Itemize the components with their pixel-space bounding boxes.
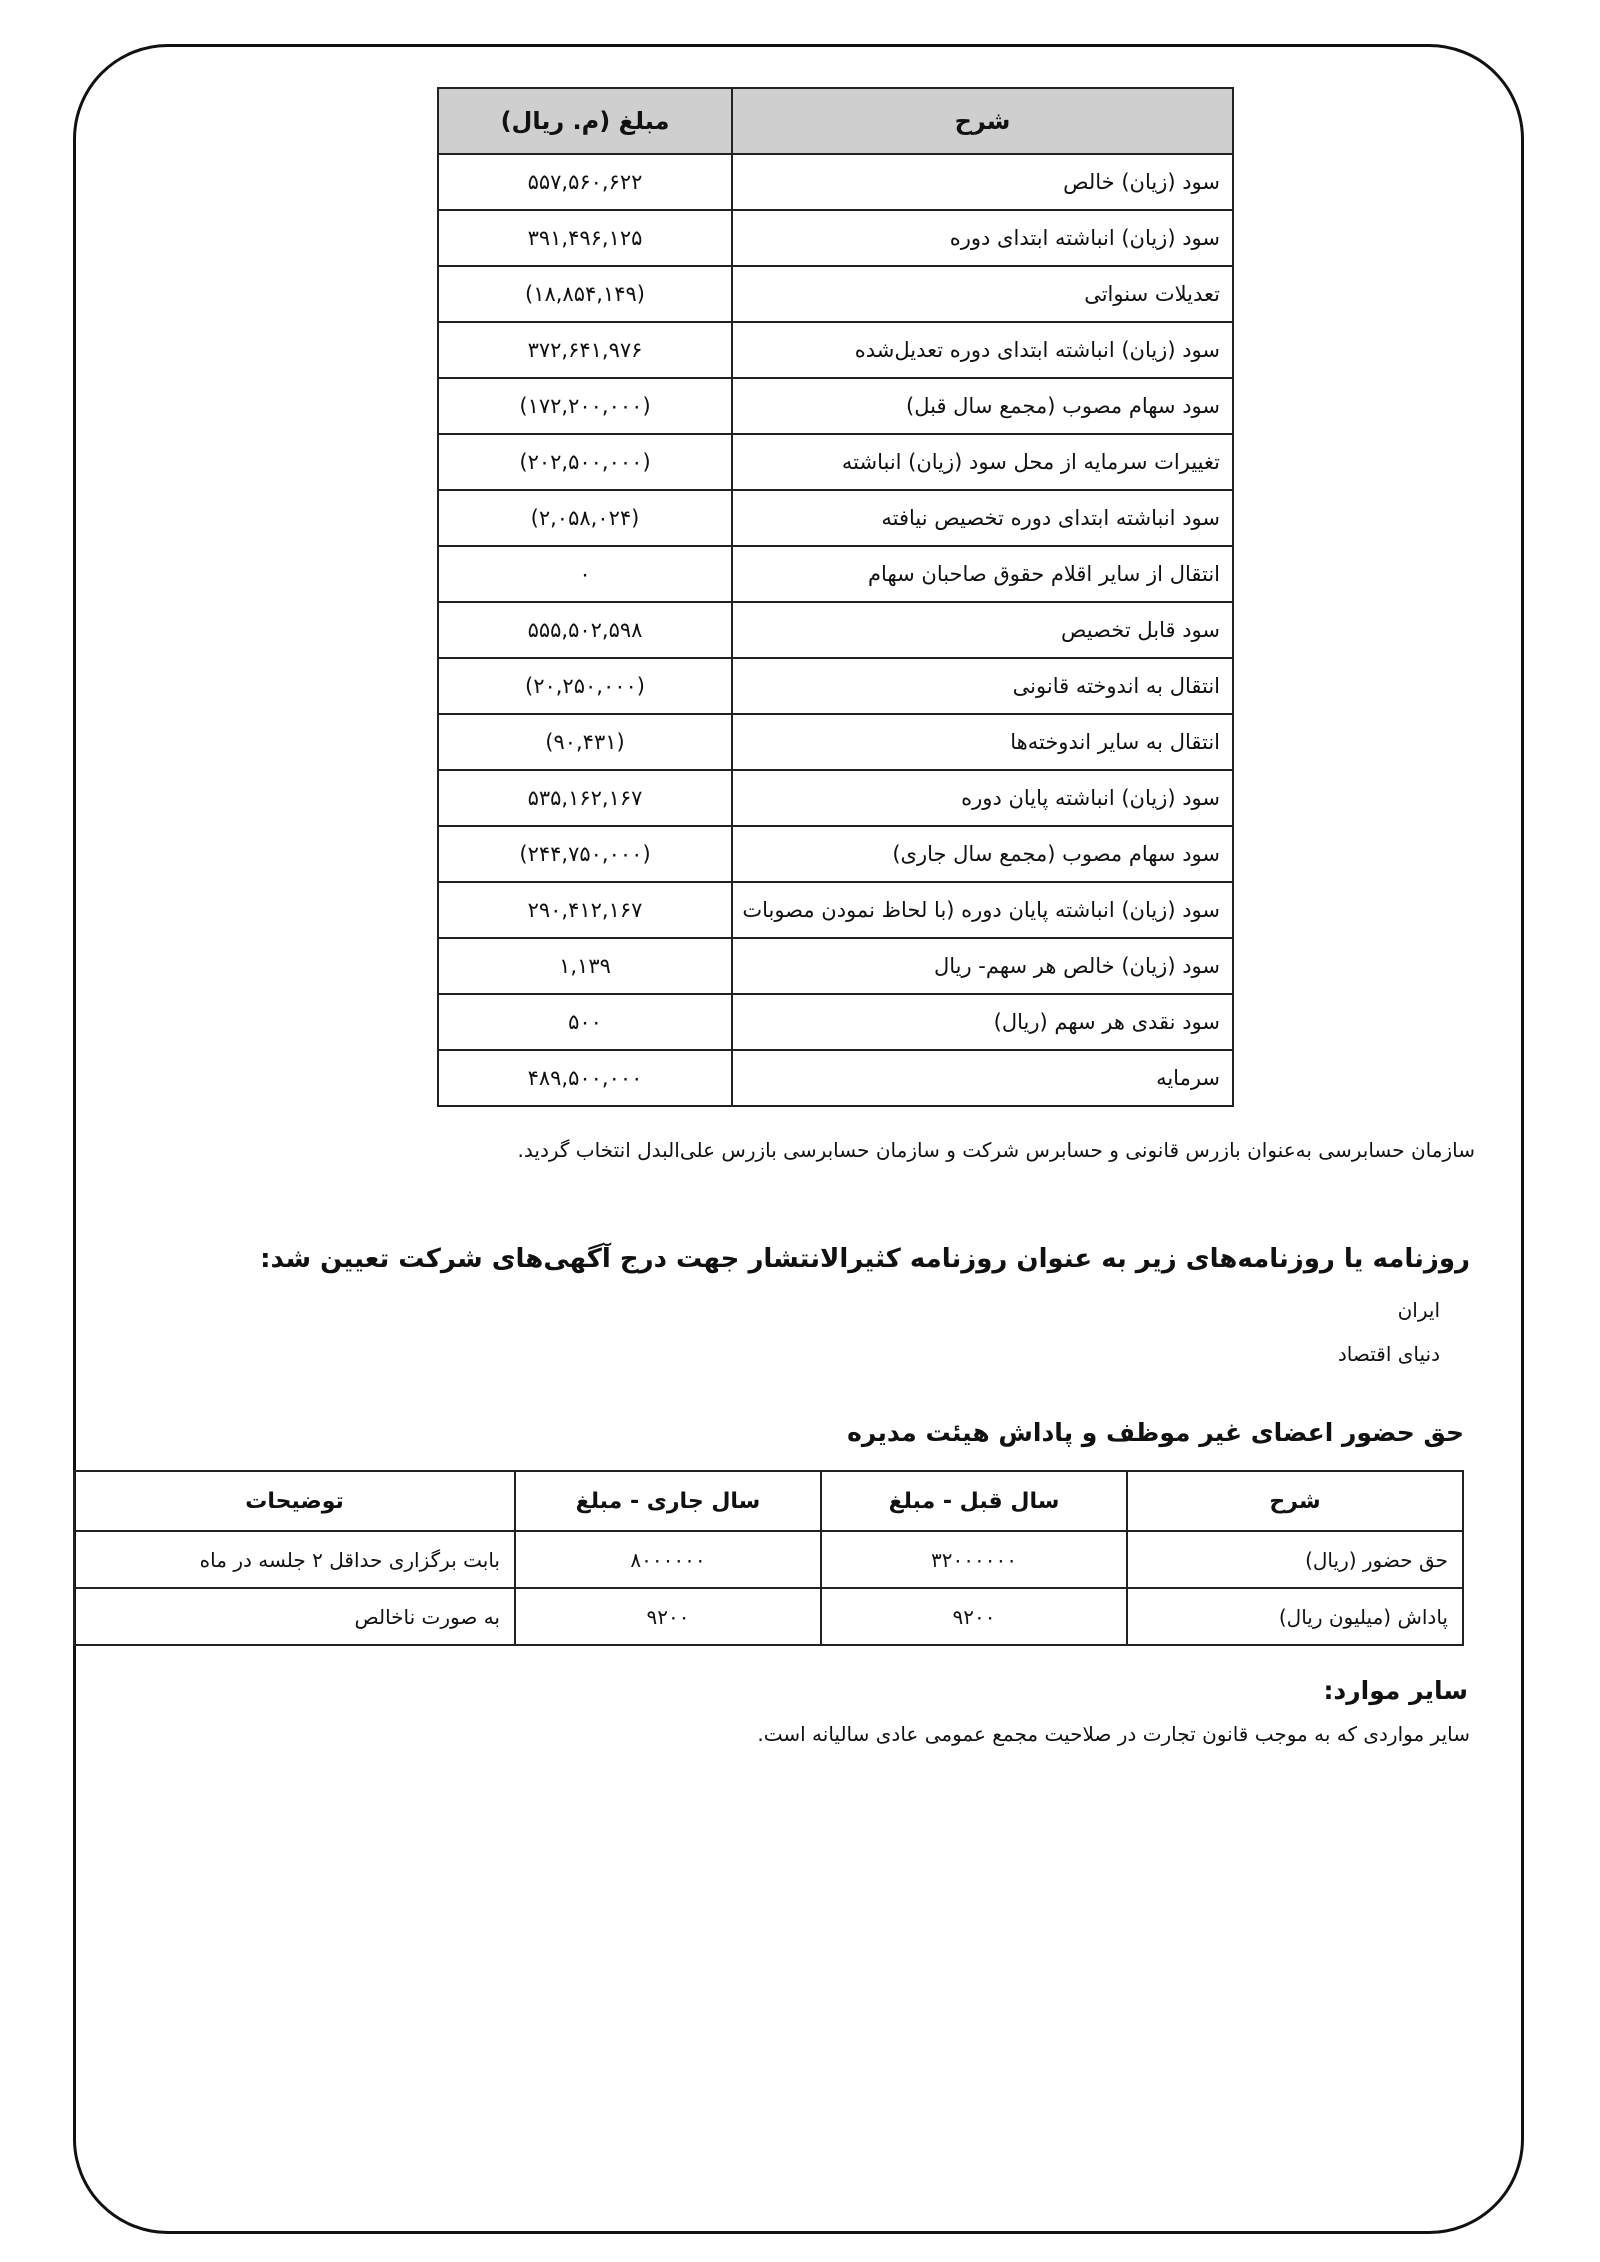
cell-description: سرمایه [732, 1050, 1233, 1106]
cell-current-year: ۹۲۰۰ [515, 1588, 821, 1645]
board-fees-table [73, 1470, 1464, 1646]
newspaper-heading: روزنامه یا روزنامه‌های زیر به عنوان روزنامه کثیرالانتشار جهت درج آگهی‌های شرکت تعیین شد: [260, 1244, 1470, 1274]
other-matters-heading: سایر موارد: [1323, 1676, 1468, 1705]
cell-amount: (۱۸,۸۵۴,۱۴۹) [438, 266, 732, 322]
cell-current-year: ۸۰۰۰۰۰۰ [515, 1531, 821, 1588]
cell-description: انتقال به اندوخته قانونی [732, 658, 1233, 714]
cell-amount: ۰ [438, 546, 732, 602]
cell-previous-year: ۹۲۰۰ [821, 1588, 1127, 1645]
profit-distribution-table [437, 87, 1234, 1107]
cell-previous-year: ۳۲۰۰۰۰۰۰ [821, 1531, 1127, 1588]
cell-amount: ۱,۱۳۹ [438, 938, 732, 994]
board-fees-heading: حق حضور اعضای غیر موظف و پاداش هیئت مدیره [847, 1418, 1464, 1447]
cell-amount: ۵۰۰ [438, 994, 732, 1050]
cell-description: سود (زیان) انباشته پایان دوره [732, 770, 1233, 826]
cell-description: سود انباشته ابتدای دوره تخصیص نیافته [732, 490, 1233, 546]
cell-description: سود سهام مصوب (مجمع سال جاری) [732, 826, 1233, 882]
cell-amount: ۵۵۷,۵۶۰,۶۲۲ [438, 154, 732, 210]
cell-amount: (۲۰,۲۵۰,۰۰۰) [438, 658, 732, 714]
newspaper-item-iran: ایران [1397, 1298, 1440, 1322]
table-row [438, 210, 1233, 266]
header-description: شرح [732, 88, 1233, 154]
cell-amount: (۲۴۴,۷۵۰,۰۰۰) [438, 826, 732, 882]
cell-description: سود (زیان) انباشته ابتدای دوره تعدیل‌شده [732, 322, 1233, 378]
cell-amount: ۵۵۵,۵۰۲,۵۹۸ [438, 602, 732, 658]
cell-description: سود نقدی هر سهم (ریال) [732, 994, 1233, 1050]
table-row [438, 994, 1233, 1050]
header-current-year: سال جاری - مبلغ [515, 1471, 821, 1531]
cell-description: پاداش (میلیون ریال) [1127, 1588, 1463, 1645]
header-previous-year: سال قبل - مبلغ [821, 1471, 1127, 1531]
table-header-row [438, 88, 1233, 154]
table-row [438, 154, 1233, 210]
cell-description: سود (زیان) خالص هر سهم- ریال [732, 938, 1233, 994]
header-description: شرح [1127, 1471, 1463, 1531]
table-row [438, 266, 1233, 322]
cell-description: سود (زیان) انباشته پایان دوره (با لحاظ نمودن مصوبات [732, 882, 1233, 938]
cell-description: سود قابل تخصیص [732, 602, 1233, 658]
table-row [438, 1050, 1233, 1106]
header-amount: مبلغ (م. ریال) [438, 88, 732, 154]
table-row [438, 546, 1233, 602]
cell-description: انتقال به سایر اندوخته‌ها [732, 714, 1233, 770]
auditor-note: سازمان حسابرسی به‌عنوان بازرس قانونی و حسابرس شرکت و سازمان حسابرسی بازرس علی‌البدل انتخاب گردید. [517, 1138, 1475, 1162]
cell-description: تعدیلات سنواتی [732, 266, 1233, 322]
table-row [438, 938, 1233, 994]
cell-amount: (۲۰۲,۵۰۰,۰۰۰) [438, 434, 732, 490]
table-row [74, 1588, 1463, 1645]
table-row [438, 658, 1233, 714]
cell-amount: ۴۸۹,۵۰۰,۰۰۰ [438, 1050, 732, 1106]
table-row [438, 490, 1233, 546]
newspaper-item-donya-eqtesad: دنیای اقتصاد [1337, 1342, 1440, 1366]
table-header-row [74, 1471, 1463, 1531]
table-row [438, 770, 1233, 826]
table-row [438, 714, 1233, 770]
cell-description: سود سهام مصوب (مجمع سال قبل) [732, 378, 1233, 434]
cell-amount: ۲۹۰,۴۱۲,۱۶۷ [438, 882, 732, 938]
cell-notes: بابت برگزاری حداقل ۲ جلسه در ماه [74, 1531, 515, 1588]
table-row [438, 882, 1233, 938]
table-row [438, 826, 1233, 882]
cell-amount: ۵۳۵,۱۶۲,۱۶۷ [438, 770, 732, 826]
cell-description: حق حضور (ریال) [1127, 1531, 1463, 1588]
cell-description: تغییرات سرمایه از محل سود (زیان) انباشته [732, 434, 1233, 490]
cell-amount: (۱۷۲,۲۰۰,۰۰۰) [438, 378, 732, 434]
table-row [438, 378, 1233, 434]
cell-amount: ۳۹۱,۴۹۶,۱۲۵ [438, 210, 732, 266]
table-row [438, 602, 1233, 658]
cell-amount: (۹۰,۴۳۱) [438, 714, 732, 770]
table-row [74, 1531, 1463, 1588]
other-matters-text: سایر مواردی که به موجب قانون تجارت در صلاحیت مجمع عمومی عادی سالیانه است. [757, 1722, 1470, 1746]
table-row [438, 322, 1233, 378]
cell-notes: به صورت ناخالص [74, 1588, 515, 1645]
table-row [438, 434, 1233, 490]
header-notes: توضیحات [74, 1471, 515, 1531]
cell-amount: (۲,۰۵۸,۰۲۴) [438, 490, 732, 546]
cell-description: سود (زیان) انباشته ابتدای دوره [732, 210, 1233, 266]
cell-description: سود (زیان) خالص [732, 154, 1233, 210]
cell-description: انتقال از سایر اقلام حقوق صاحبان سهام [732, 546, 1233, 602]
cell-amount: ۳۷۲,۶۴۱,۹۷۶ [438, 322, 732, 378]
